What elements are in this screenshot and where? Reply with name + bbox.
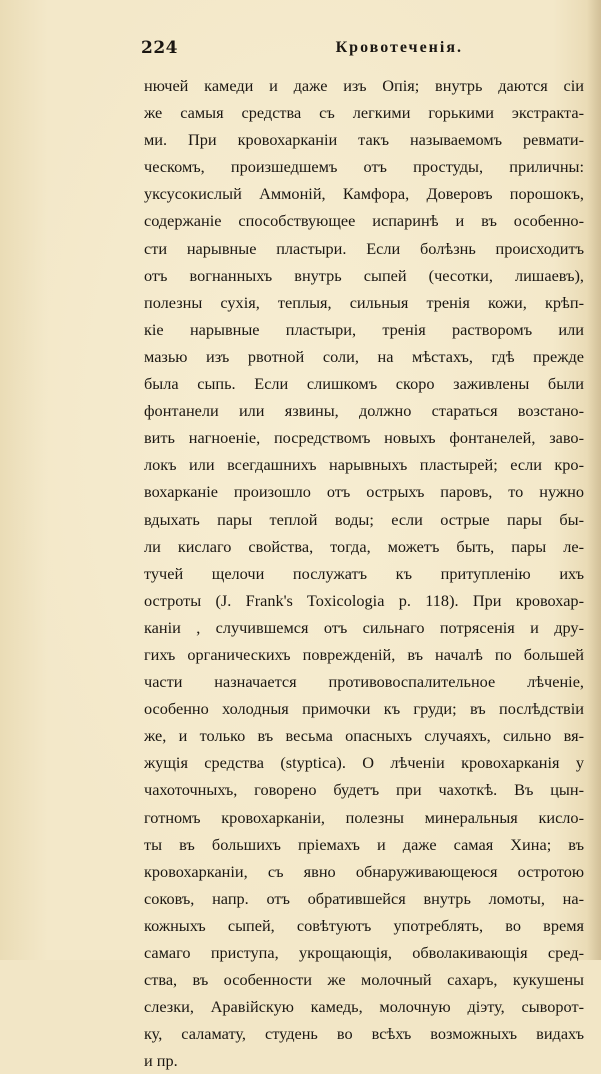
text-line: ческомъ, произшедшемъ отъ простуды, приличны: [144,157,584,177]
text-line: была сыпь. Если слишкомъ скоро заживлены были [144,374,584,394]
running-title: Кровотеченія. [335,39,463,56]
text-line: содержаніе способствующее испаринѣ и въ особенно- [144,211,584,231]
text-line: фонтанели или язвины, должно стараться возстано- [144,401,584,421]
text-line: отъ вогнанныхъ внутрь сыпей (чесотки, лишаевъ), [144,265,584,285]
text-line: слезки, Аравійскую камедь, молочную діэту, сыворот- [144,997,584,1017]
text-line: вдыхать пары теплой воды; если острые пары бы- [144,509,584,529]
text-line: остроты (J. Frank's Toxicologia p. 118). При кровохар- [144,590,584,610]
page-header [141,38,463,62]
text-line: вить нагноеніе, посредствомъ новыхъ фонтанелей, заво- [144,428,584,448]
text-line: уксусокислый Аммоній, Камфора, Доверовъ порошокъ, [144,184,584,204]
text-line: кровохарканіи, съ явно обнаруживающеюся остротою [144,861,584,881]
text-line: каніи , случившемся отъ сильнаго потрясенія и дру- [144,617,584,637]
text-line: тучей щелочи послужатъ къ притупленію ихъ [144,563,584,583]
text-line: же самыя средства съ легкими горькими экстракта- [144,103,584,123]
text-line: локъ или всегдашнихъ нарывныхъ пластырей; если кро- [144,455,584,475]
text-line: ли кислаго свойства, тогда, можетъ быть, пары ле- [144,536,584,556]
text-line: же, и только въ весьма опасныхъ случаяхъ, сильно вя- [144,726,584,746]
text-line: полезны сухія, теплыя, сильныя тренія кожи, крѣп- [144,292,584,312]
text-line: вохарканіе произошло отъ острыхъ паровъ, то нужно [144,482,584,502]
text-line: ты въ большихъ пріемахъ и даже самая Хина; въ [144,834,584,854]
text-line: ми. При кровохарканіи такъ называемомъ ревмати- [144,130,584,150]
body-text [144,72,584,1074]
text-line: части назначается противовоспалительное лѣченіе, [144,672,584,692]
text-line: чахоточныхъ, говорено будетъ при чахоткѣ. Въ цын- [144,780,584,800]
text-line: особенно холодныя примочки къ груди; въ послѣдствіи [144,699,584,719]
text-line: готномъ кровохарканіи, полезны минеральныя кисло- [144,807,584,827]
text-line: и пр. [144,1051,178,1071]
text-line: гихъ органическихъ поврежденій, въ началѣ по большей [144,644,584,664]
text-line: сти нарывные пластыри. Если болѣзнь происходитъ [144,238,584,258]
text-line: ства, въ особенности же молочный сахаръ, кукушены [144,970,584,990]
text-line: кожныхъ сыпей, совѣтуютъ употреблять, во время [144,915,584,935]
text-line: мазью изъ рвотной соли, на мѣстахъ, гдѣ прежде [144,346,584,366]
text-line: соковъ, напр. отъ обратившейся внутрь ломоты, на- [144,888,584,908]
text-line: жущія средства (styptica). О лѣченіи кровохарканія у [144,753,584,773]
page-edge-shadow [587,0,601,960]
text-line: самаго приступа, укрощающія, обволакивающія сред- [144,943,584,962]
text-line: кіе нарывные пластыри, тренія растворомъ или [144,319,584,339]
text-line: нючей камеди и даже изъ Опія; внутрь даются сіи [144,76,584,95]
text-line: ку, саламату, студень во всѣхъ возможныхъ видахъ [144,1024,584,1044]
page-number: 224 [141,38,178,58]
